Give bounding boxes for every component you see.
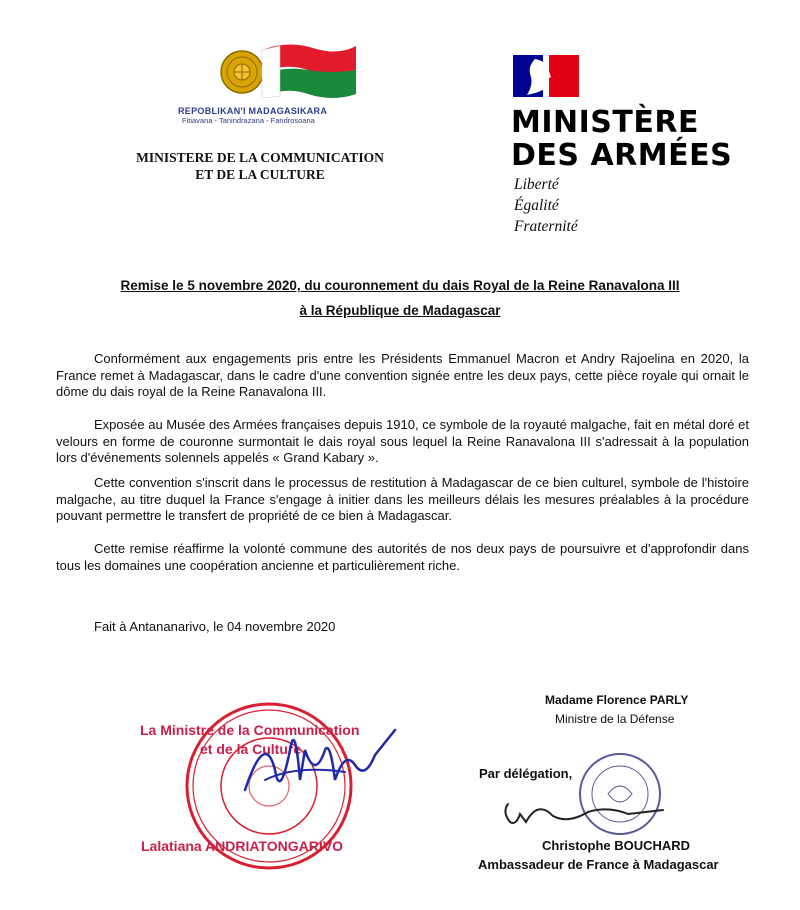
motto-fraternite: Fraternité <box>514 218 578 235</box>
body-paragraph-4: Cette remise réaffirme la volonté commune des autorités de nos deux pays de poursuivre et d'approfondir dans tous les domaines une coopération ancienne et particulièrement riche. <box>56 541 749 573</box>
madagascar-flag-icon <box>258 40 358 104</box>
motto-liberte: Liberté <box>514 176 559 193</box>
signatory-title-line1: La Ministre de la Communication <box>140 722 360 738</box>
minister-name: Madame Florence PARLY <box>545 693 689 707</box>
signatory-title-line2: et de la Culture <box>200 741 302 757</box>
minister-role: Ministre de la Défense <box>555 712 675 726</box>
place-and-date: Fait à Antananarivo, le 04 novembre 2020 <box>94 619 336 634</box>
handwritten-signature-icon <box>205 710 405 820</box>
republic-name: REPOBLIKAN'I MADAGASIKARA <box>178 106 328 116</box>
ambassador-signature-icon <box>498 792 668 832</box>
body-paragraph-2: Exposée au Musée des Armées françaises depuis 1910, ce symbole de la royauté malgache, fait en métal doré et velours en forme de couronne surmontait le dais royal sous lequel la Reine Ranavalona III s'adressait à la population lors d'événements solennels appelés « Grand Kabary ». <box>56 417 749 465</box>
ministry-name-madagascar <box>110 149 410 183</box>
ministry-title-line2: DES ARMÉES <box>511 138 733 173</box>
signatory-name: Lalatiana ANDRIATONGARIVO <box>141 838 343 854</box>
ministry-name-line1: MINISTERE DE LA COMMUNICATION <box>136 150 384 165</box>
ambassador-role: Ambassadeur de France à Madagascar <box>478 857 719 872</box>
document-title-line2: à la République de Madagascar <box>299 303 501 318</box>
marianne-logo-icon <box>513 55 579 99</box>
body-paragraph-3: Cette convention s'inscrit dans le processus de restitution à Madagascar de ce bien culturel, symbole de l'histoire malgache, au titre duquel la France s'engage à initier dans les meilleurs délais les mesures préalables à la procédure pouvant permettre le transfert de propriété de ce bien à Madagascar. <box>56 475 749 523</box>
republic-motto: Fitiavana - Tanindrazana - Fandrosoana <box>182 116 315 125</box>
body-paragraph-1: Conformément aux engagements pris entre les Présidents Emmanuel Macron et Andry Rajoelina en 2020, la France remet à Madagascar, dans le cadre d'une convention signée entre les deux pays, cette pièce royale qui ornait le dôme du dais royal de la Reine Ranavalona III. <box>56 351 749 399</box>
ministry-title-line1: MINISTÈRE <box>511 105 699 140</box>
delegation-note: Par délégation, <box>479 766 573 781</box>
motto-egalite: Égalité <box>514 197 559 214</box>
ambassador-name: Christophe BOUCHARD <box>542 838 691 853</box>
document-title-line1: Remise le 5 novembre 2020, du couronnement du dais Royal de la Reine Ranavalona III <box>120 278 680 293</box>
ministry-name-line2: ET DE LA CULTURE <box>195 167 325 182</box>
